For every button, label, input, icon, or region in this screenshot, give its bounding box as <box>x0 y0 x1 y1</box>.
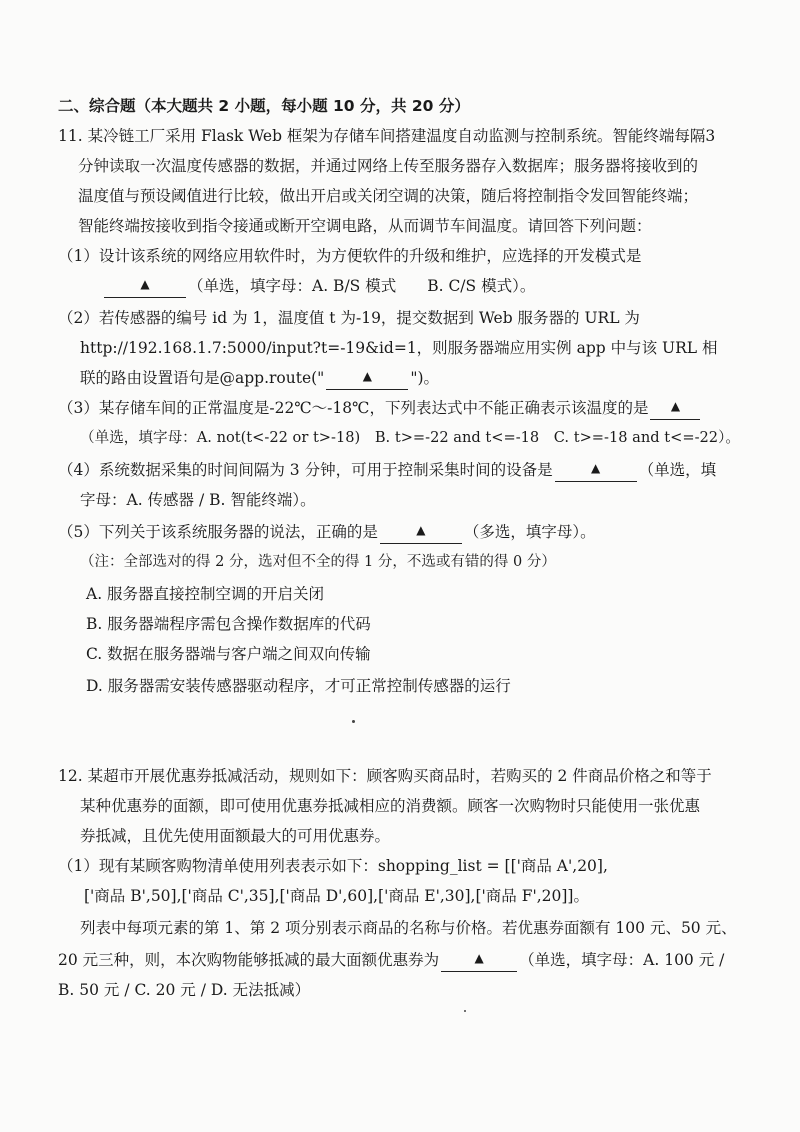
q12-part1-line-5: B. 50 元 / C. 20 元 / D. 无法抵减） <box>58 981 311 999</box>
q11-part4-line-2: 字母：A. 传感器 / B. 智能终端）。 <box>80 491 316 509</box>
section-heading: 二、综合题 <box>58 97 136 115</box>
q12-stem-line-3: 券抵减，且优先使用面额最大的可用优惠券。 <box>80 827 391 845</box>
q11-part1-answer-blank[interactable] <box>104 276 186 298</box>
q11-part2-answer-blank[interactable] <box>326 368 408 390</box>
q12-part1-question: 20 元三种，则，本次购物能够抵减的最大面额优惠券为 <box>58 951 440 969</box>
scan-speck <box>464 1010 466 1012</box>
answer-marker-icon: ▲ <box>140 277 150 291</box>
q11-part1-options: （单选，填字母：A. B/S 模式 B. C/S 模式）。 <box>188 277 536 295</box>
answer-marker-icon: ▲ <box>670 399 681 413</box>
q11-part2-route-prefix: 联的路由设置语句是@app.route(" <box>80 369 325 387</box>
scan-speck <box>352 720 355 723</box>
q11-part2-line-3 <box>80 368 439 390</box>
q11-part5-line-1 <box>58 522 596 544</box>
section-heading-row <box>58 96 470 116</box>
answer-marker-icon: ▲ <box>474 951 484 965</box>
q11-part3-line-1 <box>58 398 702 420</box>
q12-part1-options-start: （单选，填字母：A. 100 元 / <box>519 951 725 969</box>
q12-part1-line-3: 列表中每项元素的第 1、第 2 项分别表示商品的名称与价格。若优惠券面额有 100 元、50 元、 <box>80 919 737 937</box>
q11-part3-answer-blank[interactable] <box>650 398 700 420</box>
q11-stem-line-3: 温度值与预设阈值进行比较，做出开启或关闭空调的决策，随后将控制指令发回智能终端； <box>78 187 699 205</box>
q11-part5-note: （注：全部选对的得 2 分，选对但不全的得 1 分，不选或有错的得 0 分） <box>80 554 556 570</box>
q12-part1-answer-blank[interactable] <box>441 950 517 972</box>
q11-part4-question: （4）系统数据采集的时间间隔为 3 分钟，可用于控制采集时间的设备是 <box>58 461 553 479</box>
q12-part1-line-4 <box>58 950 724 972</box>
answer-marker-icon: ▲ <box>590 461 601 475</box>
q11-part5-option-a: A. 服务器直接控制空调的开启关闭 <box>86 585 325 603</box>
q11-part2-line-2: http://192.168.1.7:5000/input?t=-19&id=1，则服务器端应用实例 app 中与该 URL 相 <box>80 339 718 357</box>
q11-part5-option-c: C. 数据在服务器端与客户端之间双向传输 <box>86 645 371 663</box>
section-note: （本大题共 2 小题，每小题 10 分，共 20 分） <box>135 97 470 115</box>
q11-part3-question: （3）某存储车间的正常温度是-22℃～-18℃，下列表达式中不能正确表示该温度的是 <box>58 399 649 417</box>
q11-part1-line-2 <box>102 276 535 298</box>
q11-part5-question: （5）下列关于该系统服务器的说法，正确的是 <box>58 523 378 541</box>
q11-part4-options-start: （单选，填 <box>638 461 717 479</box>
q11-part1-line-1: （1）设计该系统的网络应用软件时，为方便软件的升级和维护，应选择的开发模式是 <box>58 247 642 265</box>
q11-part4-answer-blank[interactable] <box>555 460 637 482</box>
q11-part5-instruction: （多选，填字母）。 <box>463 523 596 541</box>
q12-stem-line-1: 12. 某超市开展优惠券抵减活动，规则如下：顾客购买商品时，若购买的 2 件商品价格之和等于 <box>58 767 712 785</box>
q11-part5-option-d: D. 服务器需安装传感器驱动程序，才可正常控制传感器的运行 <box>86 677 511 695</box>
answer-marker-icon: ▲ <box>416 523 426 537</box>
q11-stem-line-2: 分钟读取一次温度传感器的数据，并通过网络上传至服务器存入数据库；服务器将接收到的 <box>78 157 699 175</box>
answer-marker-icon: ▲ <box>362 369 372 383</box>
q12-part1-line-1: （1）现有某顾客购物清单使用列表表示如下：shopping_list = [['商品 A',20], <box>58 857 608 875</box>
q11-part2-route-suffix: ")。 <box>410 369 440 387</box>
q11-part3-line-2: （单选，填字母：A. not(t<-22 or t>-18) B. t>=-22 and t<=-18 C. t>=-18 and t<=-22）。 <box>80 429 740 446</box>
q12-part1-line-2: ['商品 B',50],['商品 C',35],['商品 D',60],['商品 E',30],['商品 F',20]]。 <box>84 887 589 905</box>
q11-part5-answer-blank[interactable] <box>380 522 462 544</box>
q11-part4-line-1 <box>58 460 716 482</box>
q12-stem-line-2: 某种优惠券的面额，即可使用优惠券抵减相应的消费额。顾客一次购物时只能使用一张优惠 <box>80 797 701 815</box>
q11-stem-line-4: 智能终端按接收到指令接通或断开空调电路，从而调节车间温度。请回答下列问题： <box>78 217 652 235</box>
q11-stem-line-1: 11. 某冷链工厂采用 Flask Web 框架为存储车间搭建温度自动监测与控制系统。智能终端每隔3 <box>58 127 716 145</box>
q11-part5-option-b: B. 服务器端程序需包含操作数据库的代码 <box>86 615 371 633</box>
q11-part2-line-1: （2）若传感器的编号 id 为 1，温度值 t 为-19，提交数据到 Web 服务器的 URL 为 <box>58 309 640 327</box>
